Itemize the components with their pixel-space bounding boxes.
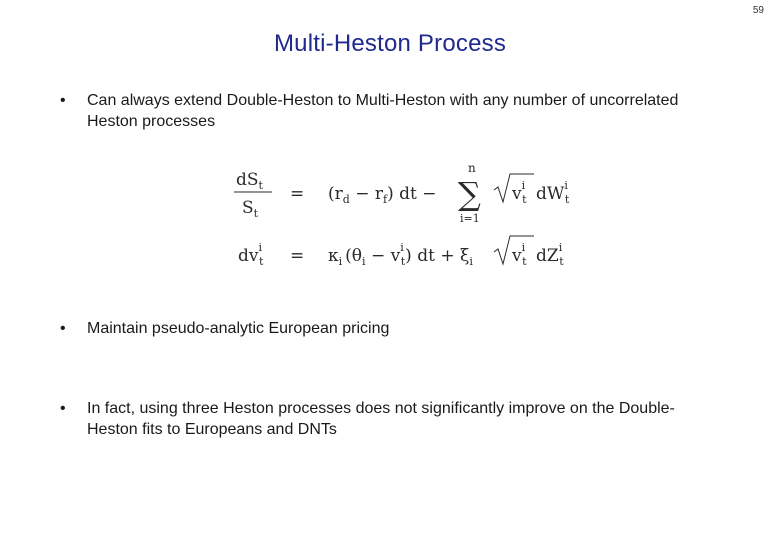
eq2-variance-term: $v^i$ t: [512, 241, 527, 268]
eq1-equals: =: [290, 184, 305, 204]
equation-block: [232, 158, 592, 283]
eq1-rate-term: $(r_d - r_f)$ dt −: [328, 184, 437, 206]
equations-svg: [232, 158, 592, 283]
bullet-marker: •: [60, 400, 66, 417]
eq2-drift-term: $\kappa_i$ ($\theta_i - v^i$ t) dt + $\xi_i$: [328, 241, 473, 268]
sum-lower-limit: i=1: [460, 212, 480, 225]
bullet-text: In fact, using three Heston processes does not significantly improve on the Double-Heston fits to Europeans and DNTs: [87, 400, 675, 438]
eq2-equals: =: [290, 246, 305, 266]
eq2-brownian-term: $dZ^i$ t: [536, 241, 564, 268]
page-number: 59: [752, 5, 764, 16]
eq1-lhs-denominator: $S_t$: [242, 198, 259, 220]
eq1-variance-term: $v^i$ t: [512, 179, 527, 206]
bullet-text: Can always extend Double-Heston to Multi-Heston with any number of uncorrelated Heston processes: [87, 92, 679, 130]
sum-sign: ∑: [458, 175, 481, 213]
sum-upper-limit: n: [468, 161, 476, 175]
slide-title: Multi-Heston Process: [273, 30, 507, 57]
bullet-marker: •: [60, 92, 66, 109]
bullet-text: Maintain pseudo-analytic European pricing: [87, 320, 390, 337]
eq2-lhs: $dv^i$ t: [238, 241, 264, 268]
bullet-marker: •: [60, 320, 66, 337]
eq1-brownian-term: $dW^i$ t: [536, 179, 570, 206]
eq1-lhs-numerator: $dS_t$: [236, 170, 263, 192]
